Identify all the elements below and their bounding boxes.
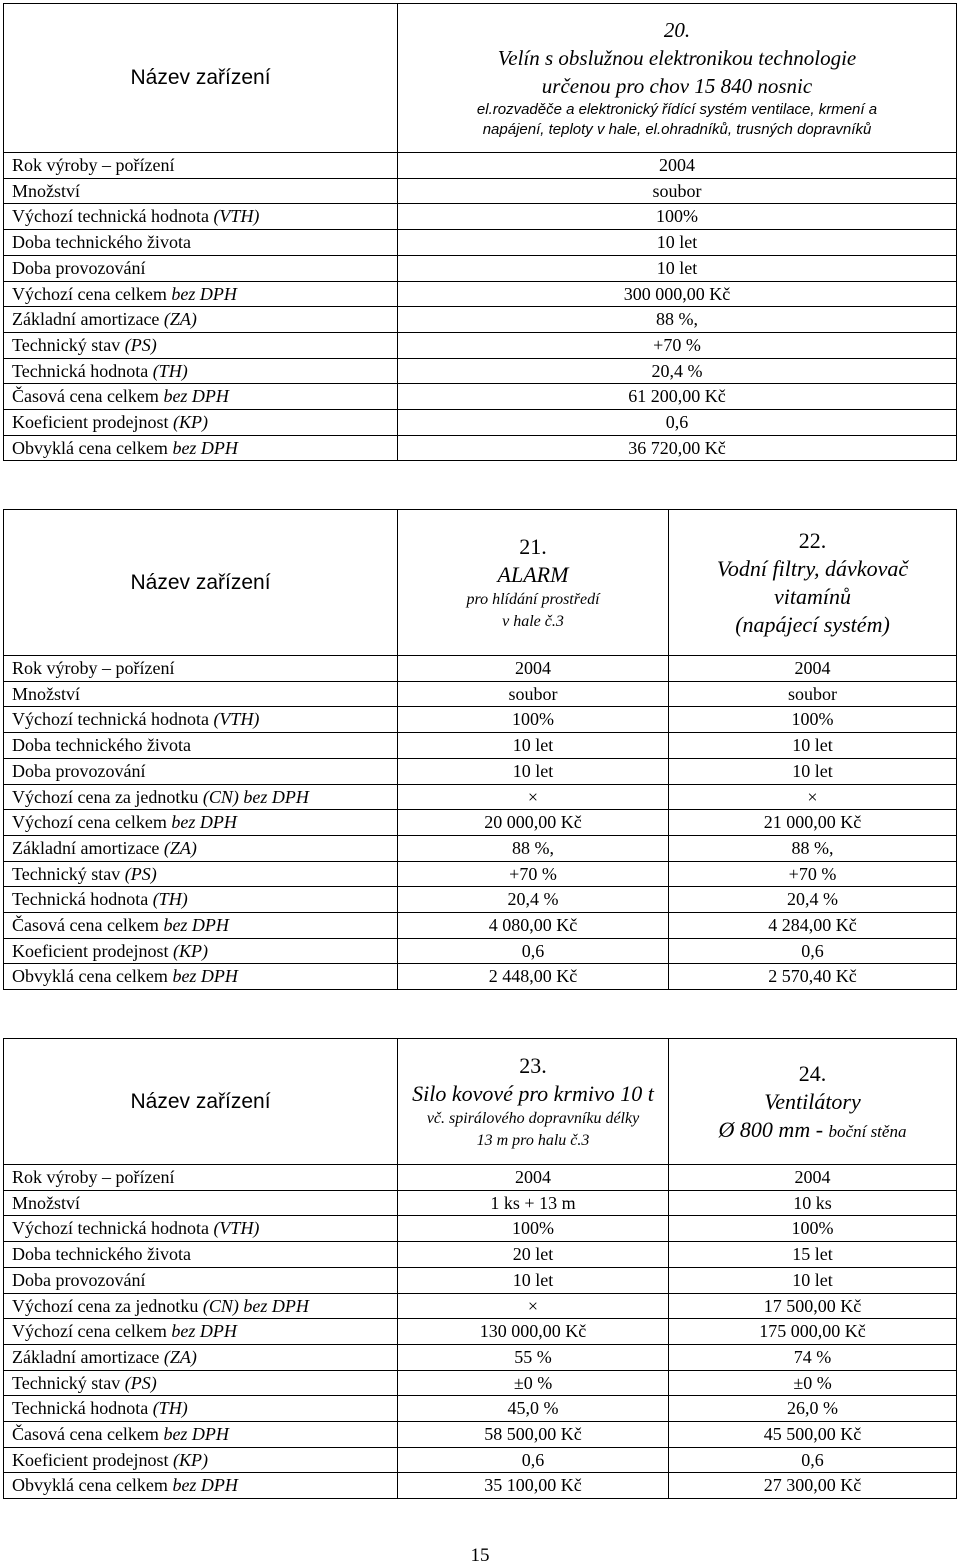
- name-label: Název zařízení: [4, 510, 398, 656]
- table-row: [4, 1344, 957, 1370]
- row-value: 45,0 %: [398, 1396, 669, 1422]
- row-label: Koeficient prodejnost (KP): [4, 410, 398, 436]
- equipment-subtitle: 13 m pro halu č.3: [476, 1131, 590, 1149]
- row-label: Základní amortizace (ZA): [4, 835, 398, 861]
- equipment-subtitle: pro hlídání prostředí: [466, 590, 600, 608]
- equipment-title: Ventilátory: [764, 1088, 861, 1114]
- table-row: [4, 230, 957, 256]
- table-row: [4, 1473, 957, 1499]
- row-value: 88 %,: [398, 835, 669, 861]
- equipment-title: Velín s obslužnou elektronikou technologie: [497, 46, 857, 70]
- row-label: Technický stav (PS): [4, 1370, 398, 1396]
- row-label: Základní amortizace (ZA): [4, 1344, 398, 1370]
- fan-size: Ø 800 mm -: [718, 1116, 824, 1142]
- row-value: 10 let: [398, 758, 669, 784]
- row-value: 0,6: [398, 410, 957, 436]
- equipment-table-23-24: [3, 1038, 957, 1499]
- row-value: ×: [398, 1293, 669, 1319]
- row-label: Rok výroby – pořízení: [4, 1165, 398, 1191]
- row-value: +70 %: [398, 861, 669, 887]
- equipment-number: 21.: [519, 533, 547, 559]
- equipment-subtitle: vč. spirálového dopravníku délky: [426, 1109, 640, 1127]
- table2-header-row: [4, 510, 957, 656]
- equipment-header-23: [398, 1039, 669, 1165]
- row-value: 45 500,00 Kč: [669, 1422, 957, 1448]
- row-value: 20 let: [398, 1242, 669, 1268]
- table-row: [4, 204, 957, 230]
- row-label: Výchozí technická hodnota (VTH): [4, 707, 398, 733]
- equipment-title: Silo kovové pro krmivo 10 t: [412, 1080, 654, 1106]
- row-label: Rok výroby – pořízení: [4, 153, 398, 179]
- row-value: 88 %,: [398, 307, 957, 333]
- row-label: Koeficient prodejnost (KP): [4, 1447, 398, 1473]
- table-row: [4, 835, 957, 861]
- row-label: Doba technického života: [4, 1242, 398, 1268]
- row-value: 17 500,00 Kč: [669, 1293, 957, 1319]
- table-row: [4, 1165, 957, 1191]
- table-row: [4, 938, 957, 964]
- equipment-table-21-22: [3, 509, 957, 990]
- name-label: Název zařízení: [4, 4, 398, 153]
- equipment-number: 23.: [519, 1052, 547, 1078]
- row-value: 100%: [669, 1216, 957, 1242]
- table-row: [4, 153, 957, 179]
- row-value: +70 %: [669, 861, 957, 887]
- row-value: 55 %: [398, 1344, 669, 1370]
- row-label: Časová cena celkem bez DPH: [4, 384, 398, 410]
- row-label: Obvyklá cena celkem bez DPH: [4, 435, 398, 461]
- row-value: 175 000,00 Kč: [669, 1319, 957, 1345]
- row-value: 2004: [669, 656, 957, 682]
- table-row: [4, 435, 957, 461]
- row-label: Časová cena celkem bez DPH: [4, 1422, 398, 1448]
- row-label: Technický stav (PS): [4, 861, 398, 887]
- row-label: Výchozí cena celkem bez DPH: [4, 810, 398, 836]
- table3-body: [4, 1039, 957, 1499]
- row-value: 100%: [669, 707, 957, 733]
- equipment-header-20: [398, 4, 957, 153]
- table-row: [4, 307, 957, 333]
- row-value: +70 %: [398, 332, 957, 358]
- row-label: Množství: [4, 681, 398, 707]
- row-label: Technická hodnota (TH): [4, 1396, 398, 1422]
- equipment-number: 20.: [663, 18, 691, 42]
- row-label: Výchozí cena za jednotku (CN) bez DPH: [4, 784, 398, 810]
- row-value: 27 300,00 Kč: [669, 1473, 957, 1499]
- row-label: Obvyklá cena celkem bez DPH: [4, 1473, 398, 1499]
- table-row: [4, 1190, 957, 1216]
- row-value: 74 %: [669, 1344, 957, 1370]
- row-label: Výchozí technická hodnota (VTH): [4, 1216, 398, 1242]
- row-value: 0,6: [669, 1447, 957, 1473]
- table-row: [4, 332, 957, 358]
- equipment-header-24: [669, 1039, 957, 1165]
- table1-body: [4, 4, 957, 461]
- row-value: 10 ks: [669, 1190, 957, 1216]
- equipment-title: Vodní filtry, dávkovač: [716, 555, 909, 581]
- row-value: ±0 %: [669, 1370, 957, 1396]
- row-label: Technická hodnota (TH): [4, 887, 398, 913]
- row-label: Časová cena celkem bez DPH: [4, 913, 398, 939]
- name-label: Název zařízení: [4, 1039, 398, 1165]
- row-value: 36 720,00 Kč: [398, 435, 957, 461]
- row-label: Výchozí technická hodnota (VTH): [4, 204, 398, 230]
- equipment-number: 24.: [798, 1060, 827, 1086]
- row-label: Doba provozování: [4, 1267, 398, 1293]
- row-label: Doba provozování: [4, 758, 398, 784]
- table-row: [4, 861, 957, 887]
- row-label: Obvyklá cena celkem bez DPH: [4, 964, 398, 990]
- row-value: 10 let: [669, 733, 957, 759]
- row-value: 4 080,00 Kč: [398, 913, 669, 939]
- row-label: Technický stav (PS): [4, 332, 398, 358]
- equipment-table-20: [3, 3, 957, 461]
- table2-body: [4, 510, 957, 990]
- row-value: ×: [398, 784, 669, 810]
- table1-header-row: [4, 4, 957, 153]
- row-value: 130 000,00 Kč: [398, 1319, 669, 1345]
- row-value: 2004: [398, 1165, 669, 1191]
- table-row: [4, 1396, 957, 1422]
- table-row: [4, 384, 957, 410]
- table-row: [4, 178, 957, 204]
- table-row: [4, 681, 957, 707]
- row-value: 35 100,00 Kč: [398, 1473, 669, 1499]
- row-value: 21 000,00 Kč: [669, 810, 957, 836]
- table-row: [4, 1447, 957, 1473]
- row-value: ×: [669, 784, 957, 810]
- row-value: 300 000,00 Kč: [398, 281, 957, 307]
- row-value: 100%: [398, 707, 669, 733]
- row-value: 15 let: [669, 1242, 957, 1268]
- table-row: [4, 281, 957, 307]
- row-label: Množství: [4, 178, 398, 204]
- row-label: Základní amortizace (ZA): [4, 307, 398, 333]
- table-row: [4, 707, 957, 733]
- table-row: [4, 1370, 957, 1396]
- row-value: 20,4 %: [398, 887, 669, 913]
- row-value: soubor: [669, 681, 957, 707]
- row-label: Výchozí cena celkem bez DPH: [4, 1319, 398, 1345]
- equipment-number: 22.: [798, 527, 827, 553]
- row-value: 20,4 %: [669, 887, 957, 913]
- row-label: Výchozí cena za jednotku (CN) bez DPH: [4, 1293, 398, 1319]
- row-label: Doba technického života: [4, 733, 398, 759]
- row-value: 1 ks + 13 m: [398, 1190, 669, 1216]
- row-label: Množství: [4, 1190, 398, 1216]
- table-row: [4, 810, 957, 836]
- table-row: [4, 410, 957, 436]
- row-value: 2004: [398, 656, 669, 682]
- row-value: ±0 %: [398, 1370, 669, 1396]
- row-label: Výchozí cena celkem bez DPH: [4, 281, 398, 307]
- table-row: [4, 913, 957, 939]
- equipment-header-21: [398, 510, 669, 656]
- table-row: [4, 964, 957, 990]
- table-row: [4, 1422, 957, 1448]
- row-value: 10 let: [398, 230, 957, 256]
- row-value: 2004: [669, 1165, 957, 1191]
- row-value: 10 let: [669, 1267, 957, 1293]
- table-row: [4, 733, 957, 759]
- table-row: [4, 1216, 957, 1242]
- table-row: [4, 255, 957, 281]
- table3-header-row: [4, 1039, 957, 1165]
- equipment-subtitle: el.rozvaděče a elektronický řídící systém ventilace, krmení a: [476, 101, 878, 118]
- row-label: Rok výroby – pořízení: [4, 656, 398, 682]
- table-row: [4, 1293, 957, 1319]
- row-value: 0,6: [398, 938, 669, 964]
- row-value: 2004: [398, 153, 957, 179]
- equipment-subtitle: v hale č.3: [502, 612, 564, 630]
- row-value: 20,4 %: [398, 358, 957, 384]
- equipment-title: (napájecí systém): [735, 611, 890, 637]
- row-value: 2 448,00 Kč: [398, 964, 669, 990]
- row-value: 10 let: [398, 255, 957, 281]
- table-row: [4, 1319, 957, 1345]
- row-value: 0,6: [669, 938, 957, 964]
- equipment-header-22: [669, 510, 957, 656]
- row-value: 2 570,40 Kč: [669, 964, 957, 990]
- row-value: 58 500,00 Kč: [398, 1422, 669, 1448]
- row-value: 88 %,: [669, 835, 957, 861]
- row-label: Koeficient prodejnost (KP): [4, 938, 398, 964]
- table-row: [4, 1267, 957, 1293]
- table-row: [4, 758, 957, 784]
- row-value: soubor: [398, 681, 669, 707]
- row-value: 10 let: [398, 1267, 669, 1293]
- equipment-title: určenou pro chov 15 840 nosnic: [541, 74, 813, 98]
- row-label: Technická hodnota (TH): [4, 358, 398, 384]
- row-value: 0,6: [398, 1447, 669, 1473]
- table-row: [4, 784, 957, 810]
- row-value: 4 284,00 Kč: [669, 913, 957, 939]
- row-value: 10 let: [398, 733, 669, 759]
- row-value: 61 200,00 Kč: [398, 384, 957, 410]
- fan-position: boční stěna: [828, 1121, 907, 1141]
- table-row: [4, 1242, 957, 1268]
- row-value: 100%: [398, 1216, 669, 1242]
- equipment-title: vitamínů: [774, 583, 851, 609]
- row-label: Doba technického života: [4, 230, 398, 256]
- table-row: [4, 887, 957, 913]
- equipment-subtitle: napájení, teploty v hale, el.ohradníků, trusných dopravníků: [482, 121, 872, 138]
- row-value: 100%: [398, 204, 957, 230]
- equipment-title: ALARM: [497, 561, 569, 587]
- row-value: 20 000,00 Kč: [398, 810, 669, 836]
- row-value: 26,0 %: [669, 1396, 957, 1422]
- row-label: Doba provozování: [4, 255, 398, 281]
- equipment-size: [677, 1116, 948, 1144]
- row-value: 10 let: [669, 758, 957, 784]
- table-row: [4, 358, 957, 384]
- page-number: 15: [470, 1545, 490, 1566]
- row-value: soubor: [398, 178, 957, 204]
- table-row: [4, 656, 957, 682]
